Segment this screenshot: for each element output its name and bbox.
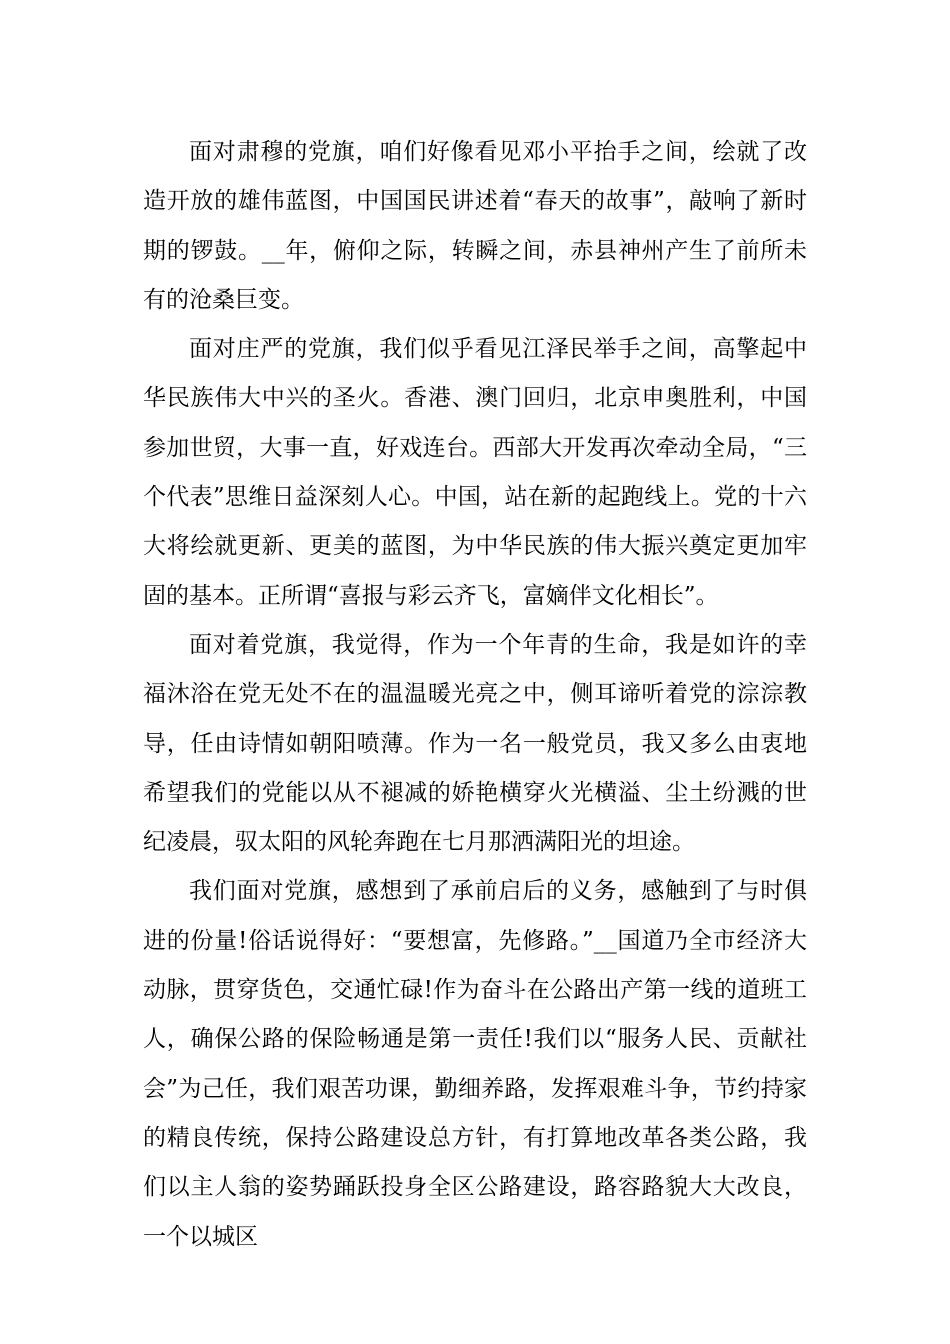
document-page: [143, 128, 807, 1262]
paragraph-1: 面对肃穆的党旗，咱们好像看见邓小平抬手之间，绘就了改造开放的雄伟蓝图，中国国民讲述着“春天的故事”，敲响了新时期的锣鼓。__年，俯仰之际，转瞬之间，赤县神州产生了前所未有的沧桑巨变。: [143, 139, 807, 313]
paragraph-2: 面对庄严的党旗，我们似乎看见江泽民举手之间，高擎起中华民族伟大中兴的圣火。香港、澳门回归，北京申奥胜利，中国参加世贸，大事一直，好戏连台。西部大开发再次牵动全局，“三个代表”思维日益深刻人心。中国，站在新的起跑线上。党的十六大将绘就更新、更美的蓝图，为中华民族的伟大振兴奠定更加牢固的基本。正所谓“喜报与彩云齐飞，富嫡伴文化相长”。: [143, 336, 807, 609]
paragraph-3: 面对着党旗，我觉得，作为一个年青的生命，我是如许的幸福沐浴在党无处不在的温温暖光亮之中，侧耳谛听着党的淙淙教导，任由诗情如朝阳喷薄。作为一名一般党员，我又多么由衷地希望我们的党能以从不褪减的娇艳横穿火光横溢、尘土纷溅的世纪凌晨，驭太阳的风轮奔跑在七月那洒满阳光的坦途。: [143, 631, 807, 856]
paragraph-4: 我们面对党旗，感想到了承前启后的义务，感触到了与时俱进的份量!俗话说得好：“要想富，先修路。”__国道乃全市经济大动脉，贯穿货色，交通忙碌!作为奋斗在公路出产第一线的道班工人，确保公路的保险畅通是第一责任!我们以“服务人民、贡献社会”为己任，我们艰苦功课，勤细养路，发挥艰难斗争，节约持家的精良传统，保持公路建设总方针，有打算地改革各类公路，我们以主人翁的姿势踊跃投身全区公路建设，路容路貌大大改良，一个以城区: [143, 878, 807, 1250]
